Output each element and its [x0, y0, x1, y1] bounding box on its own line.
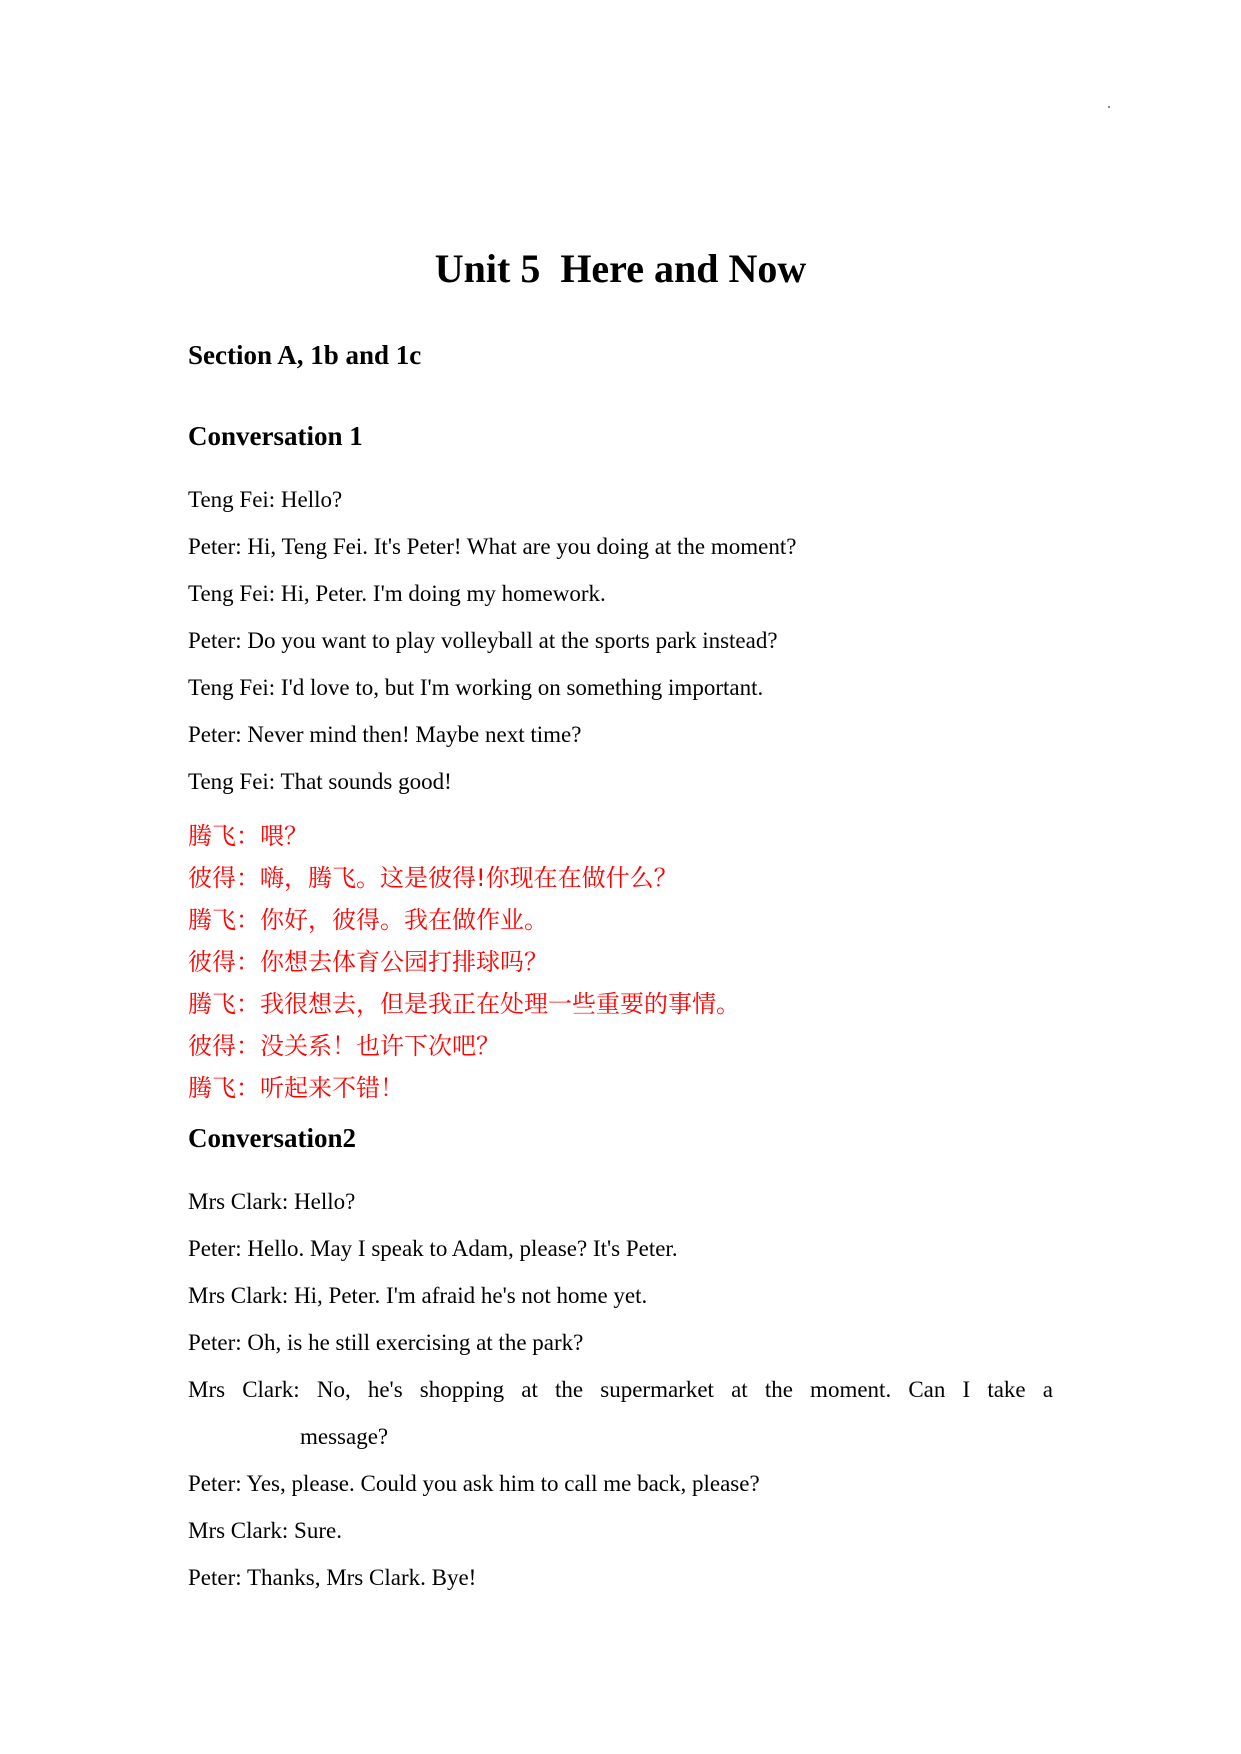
dialogue-line: Peter: Hi, Teng Fei. It's Peter! What are you doing at the moment?: [188, 534, 797, 559]
section-heading: Section A, 1b and 1c: [188, 340, 422, 370]
document-page: [188, 0, 1053, 1754]
dialogue-line: Teng Fei: That sounds good!: [188, 769, 452, 794]
translation-line: 彼得：嗨，腾飞。这是彼得!你现在在做什么？: [188, 864, 678, 892]
dialogue-line: Peter: Thanks, Mrs Clark. Bye!: [188, 1565, 477, 1590]
conversation-2-lines: [188, 1178, 1053, 1601]
conversation-1-translation: [188, 815, 1053, 1109]
conversation-1-lines: [188, 476, 1053, 805]
dialogue-line-wrapped: Mrs Clark: No, he's shopping at the supermarket at the moment. Can I take a: [188, 1377, 1053, 1402]
translation-line: 彼得：你想去体育公园打排球吗？: [188, 948, 548, 976]
conversation-2-heading: Conversation2: [188, 1123, 356, 1153]
dialogue-line: Teng Fei: I'd love to, but I'm working on something important.: [188, 675, 764, 700]
dialogue-line: Teng Fei: Hi, Peter. I'm doing my homework.: [188, 581, 606, 606]
dialogue-line: Peter: Hello. May I speak to Adam, please? It's Peter.: [188, 1236, 678, 1261]
translation-line: 腾飞：喂？: [188, 822, 308, 850]
dialogue-line: Mrs Clark: Sure.: [188, 1518, 342, 1543]
translation-line: 腾飞：听起来不错！: [188, 1074, 404, 1102]
dialogue-line: Peter: Never mind then! Maybe next time?: [188, 722, 582, 747]
dialogue-line: Teng Fei: Hello?: [188, 487, 343, 512]
page-title: Unit 5 Here and Now: [434, 246, 807, 291]
dialogue-line-continuation: message?: [300, 1424, 389, 1449]
dialogue-line: Peter: Oh, is he still exercising at the park?: [188, 1330, 584, 1355]
dialogue-line: Peter: Yes, please. Could you ask him to call me back, please?: [188, 1471, 760, 1496]
translation-line: 腾飞：你好，彼得。我在做作业。: [188, 906, 548, 934]
conversation-1-heading: Conversation 1: [188, 421, 363, 451]
translation-line: 腾飞：我很想去，但是我正在处理一些重要的事情。: [188, 990, 740, 1018]
page-mark: [1108, 106, 1110, 108]
translation-line: 彼得：没关系！也许下次吧？: [188, 1032, 500, 1060]
dialogue-line: Peter: Do you want to play volleyball at the sports park instead?: [188, 628, 778, 653]
dialogue-line: Mrs Clark: Hi, Peter. I'm afraid he's not home yet.: [188, 1283, 648, 1308]
dialogue-line: Mrs Clark: Hello?: [188, 1189, 356, 1214]
